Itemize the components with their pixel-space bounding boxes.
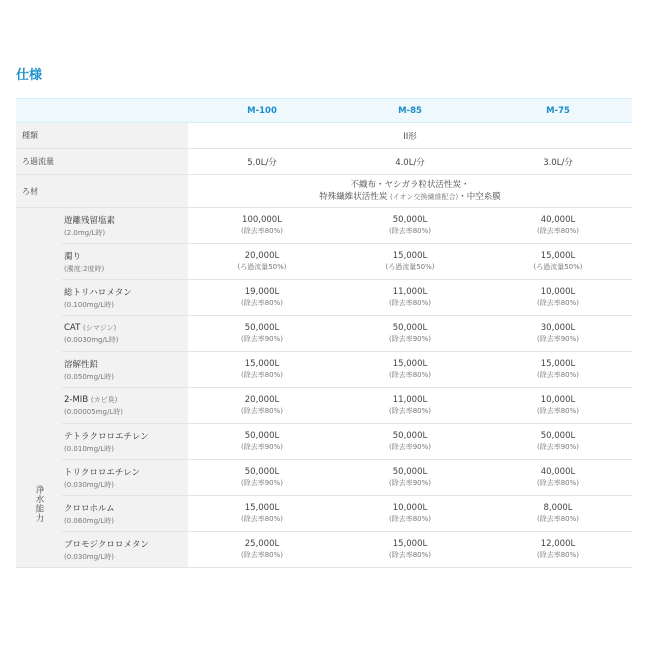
capacity-rate: (ろ過流量50%) [533,263,583,271]
model-header-m85: M-85 [336,99,484,123]
media-label: ろ材 [16,175,188,208]
capacity-volume: 15,000L [244,503,280,513]
capacity-value-m75 [484,244,632,280]
capacity-value-m75 [484,280,632,316]
item-condition: (0.050mg/L時) [64,372,115,381]
item-condition: (0.100mg/L時) [64,300,115,309]
capacity-rate: (除去率80%) [536,515,580,523]
capacity-value-m75 [484,316,632,352]
capacity-rate: (除去率80%) [240,371,284,379]
item-condition: (0.010mg/L時) [64,444,115,453]
header-blank [16,99,188,123]
capacity-value-m100 [188,244,336,280]
capacity-value-m100 [188,352,336,388]
media-value [188,175,632,208]
capacity-group-label: 浄水能力 [34,485,44,523]
capacity-volume: 30,000L [540,323,576,333]
item-name-cell [62,244,188,280]
capacity-rate: (除去率80%) [240,407,284,415]
capacity-rate: (除去率80%) [388,371,432,379]
capacity-rate: (除去率90%) [388,479,432,487]
capacity-rate: (ろ過流量50%) [237,263,287,271]
capacity-value-m75 [484,532,632,568]
capacity-value-m75 [484,352,632,388]
item-condition: (0.060mg/L時) [64,516,115,525]
capacity-row [16,352,632,388]
capacity-rate: (除去率90%) [240,335,284,343]
capacity-volume: 50,000L [392,431,428,441]
capacity-volume: 15,000L [244,359,280,369]
capacity-volume: 50,000L [244,323,280,333]
flow-value-m100: 5.0L/分 [188,149,336,175]
capacity-rate: (除去率80%) [536,227,580,235]
capacity-value-m75 [484,460,632,496]
item-name-cell [62,388,188,424]
capacity-volume: 11,000L [392,287,428,297]
capacity-row [16,460,632,496]
item-name-note: (シマジン) [83,323,117,332]
capacity-value-m100 [188,280,336,316]
item-name: トリクロロエチレン [64,467,140,478]
item-condition: (2.0mg/L時) [64,228,106,237]
capacity-value-m85 [336,244,484,280]
flow-value-m75: 3.0L/分 [484,149,632,175]
capacity-value-m75 [484,208,632,244]
item-name-cell [62,460,188,496]
capacity-volume: 15,000L [392,251,428,261]
item-condition: (0.030mg/L時) [64,552,115,561]
capacity-value-m85 [336,208,484,244]
capacity-value-m85 [336,316,484,352]
capacity-row [16,280,632,316]
capacity-rate: (除去率80%) [388,515,432,523]
item-name-cell [62,496,188,532]
item-name: 2-MIB [64,394,89,405]
capacity-rate: (除去率80%) [536,407,580,415]
type-value: II形 [188,123,632,149]
capacity-volume: 25,000L [244,539,280,549]
capacity-value-m100 [188,460,336,496]
capacity-value-m85 [336,424,484,460]
capacity-volume: 20,000L [244,395,280,405]
capacity-volume: 15,000L [392,359,428,369]
type-row [16,123,632,149]
capacity-rate: (除去率90%) [240,443,284,451]
capacity-row [16,244,632,280]
capacity-volume: 100,000L [242,215,282,225]
capacity-rate: (除去率90%) [536,335,580,343]
media-line1: 不織布・ヤシガラ粒状活性炭・ [350,180,470,190]
capacity-value-m100 [188,316,336,352]
capacity-volume: 10,000L [392,503,428,513]
table-header-row [16,99,632,123]
capacity-volume: 40,000L [540,215,576,225]
item-name: ブロモジクロロメタン [64,539,149,550]
media-line2-paren: (イオン交換繊維配合) [389,193,459,201]
item-name: CAT [64,322,81,333]
item-name-cell [62,532,188,568]
capacity-value-m85 [336,280,484,316]
flow-value-m85: 4.0L/分 [336,149,484,175]
capacity-value-m100 [188,496,336,532]
capacity-rate: (除去率80%) [536,479,580,487]
section-title: 仕様 [16,68,43,83]
capacity-rate: (除去率80%) [388,227,432,235]
capacity-volume: 50,000L [244,467,280,477]
capacity-volume: 10,000L [540,395,576,405]
item-name: 遊離残留塩素 [64,215,116,226]
capacity-volume: 50,000L [540,431,576,441]
capacity-value-m85 [336,388,484,424]
capacity-rate: (除去率80%) [388,299,432,307]
capacity-rate: (除去率80%) [388,407,432,415]
capacity-rate: (除去率80%) [240,299,284,307]
item-name: 溶解性鉛 [64,359,99,370]
capacity-rate: (除去率80%) [536,299,580,307]
flow-label: ろ過流量 [16,149,188,175]
model-header-m100: M-100 [188,99,336,123]
spec-table [16,98,632,568]
capacity-volume: 11,000L [392,395,428,405]
capacity-row [16,208,632,244]
capacity-rate: (除去率80%) [388,551,432,559]
capacity-row [16,424,632,460]
model-header-m75: M-75 [484,99,632,123]
capacity-rate: (ろ過流量50%) [385,263,435,271]
capacity-rate: (除去率90%) [388,335,432,343]
item-name-cell [62,316,188,352]
capacity-rate: (除去率90%) [536,443,580,451]
capacity-volume: 50,000L [392,215,428,225]
capacity-rate: (除去率80%) [240,515,284,523]
capacity-volume: 12,000L [540,539,576,549]
capacity-volume: 15,000L [540,251,576,261]
capacity-volume: 50,000L [392,467,428,477]
capacity-value-m100 [188,208,336,244]
item-name-cell [62,280,188,316]
capacity-rate: (除去率80%) [240,227,284,235]
capacity-volume: 50,000L [244,431,280,441]
capacity-volume: 19,000L [244,287,280,297]
capacity-rate: (除去率80%) [536,371,580,379]
media-row [16,175,632,208]
capacity-row [16,316,632,352]
item-condition: (0.00005mg/L時) [64,407,123,416]
capacity-row [16,532,632,568]
capacity-value-m75 [484,496,632,532]
capacity-value-m85 [336,352,484,388]
capacity-rate: (除去率90%) [388,443,432,451]
capacity-rate: (除去率90%) [240,479,284,487]
capacity-volume: 15,000L [392,539,428,549]
capacity-group-cell [16,208,62,568]
capacity-row [16,388,632,424]
flow-row [16,149,632,175]
capacity-volume: 10,000L [540,287,576,297]
capacity-value-m100 [188,424,336,460]
media-line2-tail: ・中空糸膜 [458,192,501,202]
item-name: 総トリハロメタン [64,287,132,298]
type-label: 種類 [16,123,188,149]
capacity-value-m75 [484,388,632,424]
item-condition: (濁度:2度時) [64,264,105,273]
capacity-volume: 50,000L [392,323,428,333]
capacity-rate: (除去率80%) [536,551,580,559]
capacity-value-m85 [336,532,484,568]
capacity-volume: 15,000L [540,359,576,369]
capacity-row [16,496,632,532]
capacity-value-m100 [188,532,336,568]
item-name-note: (カビ臭) [90,395,118,404]
media-line2-main: 特殊繊維状活性炭 [319,192,388,202]
item-name: 濁り [64,251,82,262]
item-condition: (0.0030mg/L時) [64,335,119,344]
capacity-value-m100 [188,388,336,424]
capacity-value-m85 [336,460,484,496]
capacity-value-m85 [336,496,484,532]
capacity-value-m75 [484,424,632,460]
capacity-rate: (除去率80%) [240,551,284,559]
capacity-volume: 40,000L [540,467,576,477]
capacity-volume: 20,000L [244,251,280,261]
item-condition: (0.030mg/L時) [64,480,115,489]
item-name: テトラクロロエチレン [64,431,149,442]
capacity-volume: 8,000L [543,503,573,513]
item-name-cell [62,424,188,460]
item-name-cell [62,208,188,244]
item-name: クロロホルム [64,503,115,514]
item-name-cell [62,352,188,388]
